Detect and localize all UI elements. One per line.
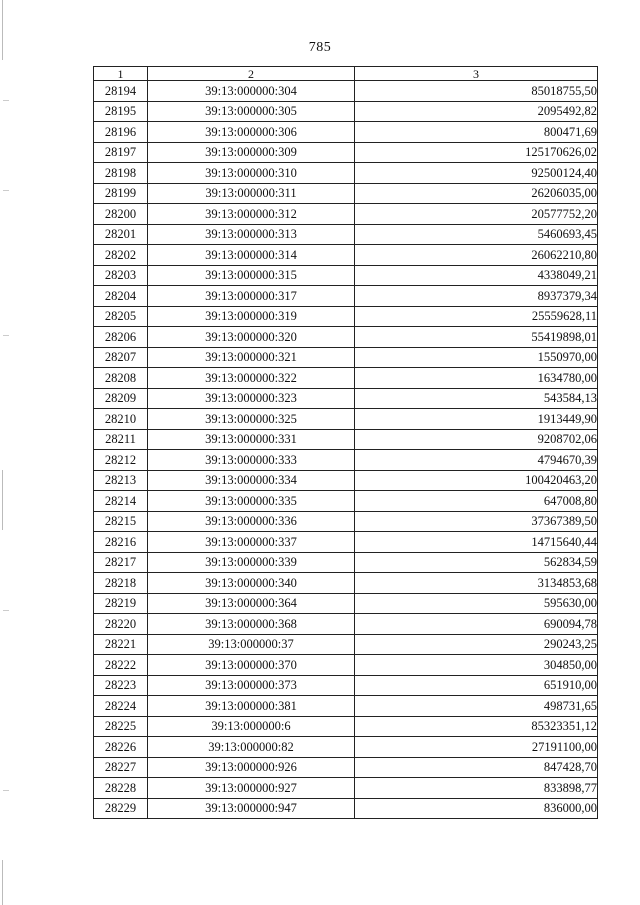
cadastral-number-cell: 39:13:000000:6 (148, 716, 355, 737)
table-row (94, 429, 598, 450)
row-number-cell: 28200 (94, 204, 148, 225)
row-number-cell: 28224 (94, 696, 148, 717)
table-header (94, 67, 598, 81)
cadastral-number-cell: 39:13:000000:320 (148, 327, 355, 348)
row-number-cell: 28196 (94, 122, 148, 143)
cadastral-value-table (93, 66, 598, 819)
cadastral-value-cell: 543584,13 (355, 388, 598, 409)
row-number-cell: 28202 (94, 245, 148, 266)
row-number-cell: 28211 (94, 429, 148, 450)
row-number-cell: 28223 (94, 675, 148, 696)
row-number-cell: 28214 (94, 491, 148, 512)
scan-margin-tick (3, 190, 9, 191)
scan-margin-tick (3, 790, 9, 791)
cadastral-value-cell: 4794670,39 (355, 450, 598, 471)
cadastral-value-cell: 304850,00 (355, 655, 598, 676)
cadastral-value-cell: 290243,25 (355, 634, 598, 655)
table-row (94, 655, 598, 676)
row-number-cell: 28207 (94, 347, 148, 368)
table-row (94, 491, 598, 512)
table-row (94, 573, 598, 594)
table-row (94, 368, 598, 389)
cadastral-value-cell: 690094,78 (355, 614, 598, 635)
table-row (94, 614, 598, 635)
scan-margin-tick (3, 335, 9, 336)
table-row (94, 81, 598, 102)
table-row (94, 183, 598, 204)
table-row (94, 757, 598, 778)
row-number-cell: 28218 (94, 573, 148, 594)
table-row (94, 716, 598, 737)
cadastral-value-cell: 37367389,50 (355, 511, 598, 532)
cadastral-value-cell: 847428,70 (355, 757, 598, 778)
table-row (94, 101, 598, 122)
row-number-cell: 28220 (94, 614, 148, 635)
row-number-cell: 28217 (94, 552, 148, 573)
scan-margin-tick (3, 100, 9, 101)
table-row (94, 450, 598, 471)
row-number-cell: 28209 (94, 388, 148, 409)
cadastral-value-cell: 1550970,00 (355, 347, 598, 368)
table-row (94, 675, 598, 696)
cadastral-number-cell: 39:13:000000:336 (148, 511, 355, 532)
row-number-cell: 28198 (94, 163, 148, 184)
cadastral-number-cell: 39:13:000000:306 (148, 122, 355, 143)
cadastral-number-cell: 39:13:000000:321 (148, 347, 355, 368)
scan-margin-tick (3, 610, 9, 611)
row-number-cell: 28222 (94, 655, 148, 676)
cadastral-number-cell: 39:13:000000:368 (148, 614, 355, 635)
cadastral-value-cell: 85323351,12 (355, 716, 598, 737)
row-number-cell: 28203 (94, 265, 148, 286)
cadastral-value-cell: 5460693,45 (355, 224, 598, 245)
table-row (94, 409, 598, 430)
cadastral-number-cell: 39:13:000000:305 (148, 101, 355, 122)
table-row (94, 204, 598, 225)
cadastral-number-cell: 39:13:000000:82 (148, 737, 355, 758)
cadastral-value-cell: 836000,00 (355, 798, 598, 819)
table-row (94, 286, 598, 307)
cadastral-value-cell: 26206035,00 (355, 183, 598, 204)
scan-margin-line (2, 470, 3, 530)
row-number-cell: 28226 (94, 737, 148, 758)
table-row (94, 778, 598, 799)
row-number-cell: 28228 (94, 778, 148, 799)
table-row (94, 470, 598, 491)
column-header-3: 3 (355, 67, 598, 81)
cadastral-value-cell: 2095492,82 (355, 101, 598, 122)
cadastral-number-cell: 39:13:000000:312 (148, 204, 355, 225)
cadastral-number-cell: 39:13:000000:317 (148, 286, 355, 307)
row-number-cell: 28194 (94, 81, 148, 102)
cadastral-value-cell: 8937379,34 (355, 286, 598, 307)
row-number-cell: 28210 (94, 409, 148, 430)
cadastral-number-cell: 39:13:000000:313 (148, 224, 355, 245)
cadastral-number-cell: 39:13:000000:323 (148, 388, 355, 409)
table-row (94, 224, 598, 245)
row-number-cell: 28216 (94, 532, 148, 553)
row-number-cell: 28212 (94, 450, 148, 471)
table-row (94, 798, 598, 819)
table-row (94, 306, 598, 327)
cadastral-value-cell: 55419898,01 (355, 327, 598, 348)
table-row (94, 552, 598, 573)
table-row (94, 347, 598, 368)
cadastral-number-cell: 39:13:000000:370 (148, 655, 355, 676)
table-row (94, 265, 598, 286)
table-row (94, 245, 598, 266)
table-row (94, 696, 598, 717)
row-number-cell: 28206 (94, 327, 148, 348)
cadastral-value-cell: 125170626,02 (355, 142, 598, 163)
table-row (94, 327, 598, 348)
cadastral-value-cell: 562834,59 (355, 552, 598, 573)
row-number-cell: 28221 (94, 634, 148, 655)
cadastral-number-cell: 39:13:000000:373 (148, 675, 355, 696)
table-row (94, 593, 598, 614)
cadastral-number-cell: 39:13:000000:947 (148, 798, 355, 819)
row-number-cell: 28208 (94, 368, 148, 389)
row-number-cell: 28195 (94, 101, 148, 122)
cadastral-value-cell: 595630,00 (355, 593, 598, 614)
cadastral-number-cell: 39:13:000000:337 (148, 532, 355, 553)
cadastral-number-cell: 39:13:000000:331 (148, 429, 355, 450)
cadastral-number-cell: 39:13:000000:322 (148, 368, 355, 389)
table-row (94, 634, 598, 655)
table-row (94, 737, 598, 758)
cadastral-number-cell: 39:13:000000:381 (148, 696, 355, 717)
row-number-cell: 28213 (94, 470, 148, 491)
cadastral-value-cell: 1634780,00 (355, 368, 598, 389)
cadastral-value-cell: 20577752,20 (355, 204, 598, 225)
cadastral-number-cell: 39:13:000000:927 (148, 778, 355, 799)
cadastral-value-cell: 92500124,40 (355, 163, 598, 184)
cadastral-number-cell: 39:13:000000:314 (148, 245, 355, 266)
row-number-cell: 28201 (94, 224, 148, 245)
row-number-cell: 28229 (94, 798, 148, 819)
cadastral-number-cell: 39:13:000000:319 (148, 306, 355, 327)
table-header-row (94, 67, 598, 81)
table-row (94, 511, 598, 532)
cadastral-value-cell: 26062210,80 (355, 245, 598, 266)
cadastral-value-cell: 25559628,11 (355, 306, 598, 327)
row-number-cell: 28204 (94, 286, 148, 307)
page-number: 785 (308, 40, 332, 55)
row-number-cell: 28215 (94, 511, 148, 532)
table-row (94, 532, 598, 553)
scan-margin-line (2, 860, 3, 905)
cadastral-value-cell: 9208702,06 (355, 429, 598, 450)
row-number-cell: 28205 (94, 306, 148, 327)
cadastral-number-cell: 39:13:000000:333 (148, 450, 355, 471)
cadastral-value-cell: 14715640,44 (355, 532, 598, 553)
table-row (94, 163, 598, 184)
cadastral-number-cell: 39:13:000000:339 (148, 552, 355, 573)
cadastral-value-cell: 100420463,20 (355, 470, 598, 491)
cadastral-value-cell: 27191100,00 (355, 737, 598, 758)
cadastral-number-cell: 39:13:000000:37 (148, 634, 355, 655)
row-number-cell: 28227 (94, 757, 148, 778)
column-header-1: 1 (94, 67, 148, 81)
cadastral-number-cell: 39:13:000000:325 (148, 409, 355, 430)
cadastral-number-cell: 39:13:000000:926 (148, 757, 355, 778)
table-row (94, 142, 598, 163)
row-number-cell: 28199 (94, 183, 148, 204)
cadastral-value-cell: 800471,69 (355, 122, 598, 143)
cadastral-value-cell: 1913449,90 (355, 409, 598, 430)
cadastral-number-cell: 39:13:000000:364 (148, 593, 355, 614)
column-header-2: 2 (148, 67, 355, 81)
cadastral-number-cell: 39:13:000000:340 (148, 573, 355, 594)
cadastral-number-cell: 39:13:000000:304 (148, 81, 355, 102)
row-number-cell: 28219 (94, 593, 148, 614)
cadastral-number-cell: 39:13:000000:309 (148, 142, 355, 163)
cadastral-number-cell: 39:13:000000:315 (148, 265, 355, 286)
table-row (94, 122, 598, 143)
table-body (94, 81, 598, 819)
cadastral-value-cell: 4338049,21 (355, 265, 598, 286)
cadastral-number-cell: 39:13:000000:311 (148, 183, 355, 204)
row-number-cell: 28197 (94, 142, 148, 163)
cadastral-value-cell: 498731,65 (355, 696, 598, 717)
cadastral-value-cell: 3134853,68 (355, 573, 598, 594)
cadastral-value-cell: 833898,77 (355, 778, 598, 799)
cadastral-value-cell: 651910,00 (355, 675, 598, 696)
cadastral-value-cell: 85018755,50 (355, 81, 598, 102)
cadastral-number-cell: 39:13:000000:335 (148, 491, 355, 512)
table-row (94, 388, 598, 409)
cadastral-number-cell: 39:13:000000:310 (148, 163, 355, 184)
row-number-cell: 28225 (94, 716, 148, 737)
cadastral-value-cell: 647008,80 (355, 491, 598, 512)
cadastral-number-cell: 39:13:000000:334 (148, 470, 355, 491)
